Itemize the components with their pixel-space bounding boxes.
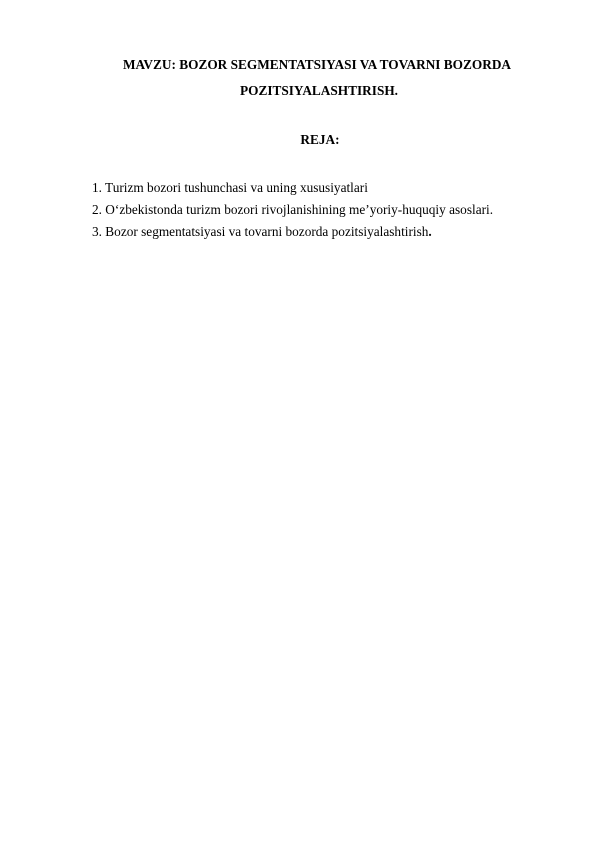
plan-item-3-text: 3. Bozor segmentatsiyasi va tovarni bozorda pozitsiyalashtirish bbox=[92, 224, 429, 239]
plan-item-3-period: . bbox=[428, 224, 432, 239]
document-title-line-1: MAVZU: BOZOR SEGMENTATSIYASI VA TOVARNI BOZORDA bbox=[122, 57, 512, 72]
plan-item-2 bbox=[92, 199, 493, 221]
plan-item-1-text: 1. Turizm bozori tushunchasi va uning xususiyatlari bbox=[92, 180, 368, 195]
plan-heading: REJA: bbox=[300, 132, 340, 147]
plan-item-3 bbox=[92, 221, 493, 243]
plan-list bbox=[92, 177, 493, 243]
plan-item-1 bbox=[92, 177, 493, 199]
document-title-line-2: POZITSIYALASHTIRISH. bbox=[239, 83, 399, 98]
plan-item-2-text: 2. O‘zbekistonda turizm bozori rivojlanishining me’yoriy-huquqiy asoslari. bbox=[92, 202, 494, 217]
